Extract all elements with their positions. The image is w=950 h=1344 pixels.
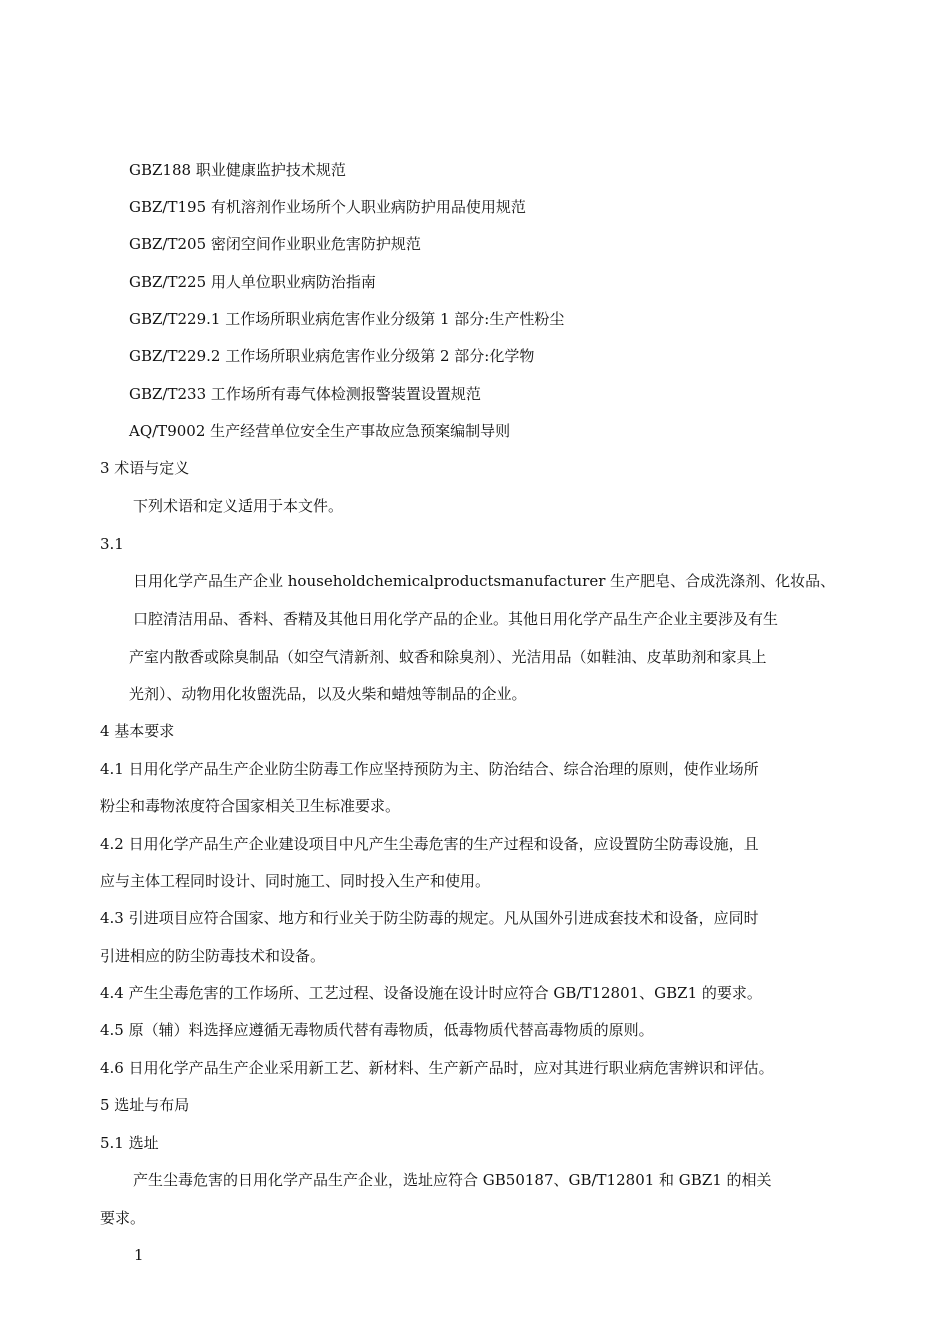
- definition-line: 日用化学产品生产企业 householdchemicalproductsmanufacturer 生产肥皂、合成洗涤剂、化妆品、: [133, 572, 836, 590]
- definition-line: 产室内散香或除臭制品（如空气清新剂、蚊香和除臭剂）、光洁用品（如鞋油、皮革助剂和家具上: [129, 648, 767, 666]
- clause-line: 4.5 原（辅）料选择应遵循无毒物质代替有毒物质，低毒物质代替高毒物质的原则。: [100, 1021, 654, 1039]
- page-number: 1: [134, 1246, 144, 1264]
- reference-item: GBZ/T229.2 工作场所职业病危害作业分级第 2 部分:化学物: [129, 347, 535, 365]
- section-heading: 4 基本要求: [100, 722, 175, 740]
- subsection-heading: 5.1 选址: [100, 1134, 159, 1152]
- definition-line: 光剂）、动物用化妆盥洗品，以及火柴和蜡烛等制品的企业。: [129, 685, 527, 703]
- paragraph: 下列术语和定义适用于本文件。: [133, 497, 344, 515]
- reference-item: GBZ188 职业健康监护技术规范: [129, 161, 346, 179]
- clause-number: 3.1: [100, 535, 124, 553]
- section-heading: 5 选址与布局: [100, 1096, 190, 1114]
- reference-item: GBZ/T205 密闭空间作业职业危害防护规范: [129, 235, 421, 253]
- clause-line: 4.1 日用化学产品生产企业防尘防毒工作应坚持预防为主、防治结合、综合治理的原则，使作业场所: [100, 760, 759, 778]
- clause-line: 4.3 引进项目应符合国家、地方和行业关于防尘防毒的规定。凡从国外引进成套技术和设备，应同时: [100, 909, 759, 927]
- section-heading: 3 术语与定义: [100, 459, 190, 477]
- reference-item: GBZ/T225 用人单位职业病防治指南: [129, 273, 376, 291]
- clause-line: 粉尘和毒物浓度符合国家相关卫生标准要求。: [100, 797, 401, 815]
- paragraph: 产生尘毒危害的日用化学产品生产企业，选址应符合 GB50187、GB/T12801 和 GBZ1 的相关: [133, 1171, 772, 1189]
- clause-line: 4.6 日用化学产品生产企业采用新工艺、新材料、生产新产品时，应对其进行职业病危害辨识和评估。: [100, 1059, 774, 1077]
- clause-line: 4.4 产生尘毒危害的工作场所、工艺过程、设备设施在设计时应符合 GB/T12801、GBZ1 的要求。: [100, 984, 762, 1002]
- clause-line: 4.2 日用化学产品生产企业建设项目中凡产生尘毒危害的生产过程和设备，应设置防尘防毒设施，且: [100, 835, 759, 853]
- reference-item: GBZ/T229.1 工作场所职业病危害作业分级第 1 部分:生产性粉尘: [129, 310, 565, 328]
- clause-line: 应与主体工程同时设计、同时施工、同时投入生产和使用。: [100, 872, 491, 890]
- reference-item: AQ/T9002 生产经营单位安全生产事故应急预案编制导则: [129, 422, 511, 440]
- definition-line: 口腔清洁用品、香料、香精及其他日用化学产品的企业。其他日用化学产品生产企业主要涉及有生: [133, 610, 779, 628]
- paragraph: 要求。: [100, 1209, 146, 1227]
- clause-line: 引进相应的防尘防毒技术和设备。: [100, 947, 326, 965]
- reference-item: GBZ/T233 工作场所有毒气体检测报警装置设置规范: [129, 385, 481, 403]
- reference-item: GBZ/T195 有机溶剂作业场所个人职业病防护用品使用规范: [129, 198, 526, 216]
